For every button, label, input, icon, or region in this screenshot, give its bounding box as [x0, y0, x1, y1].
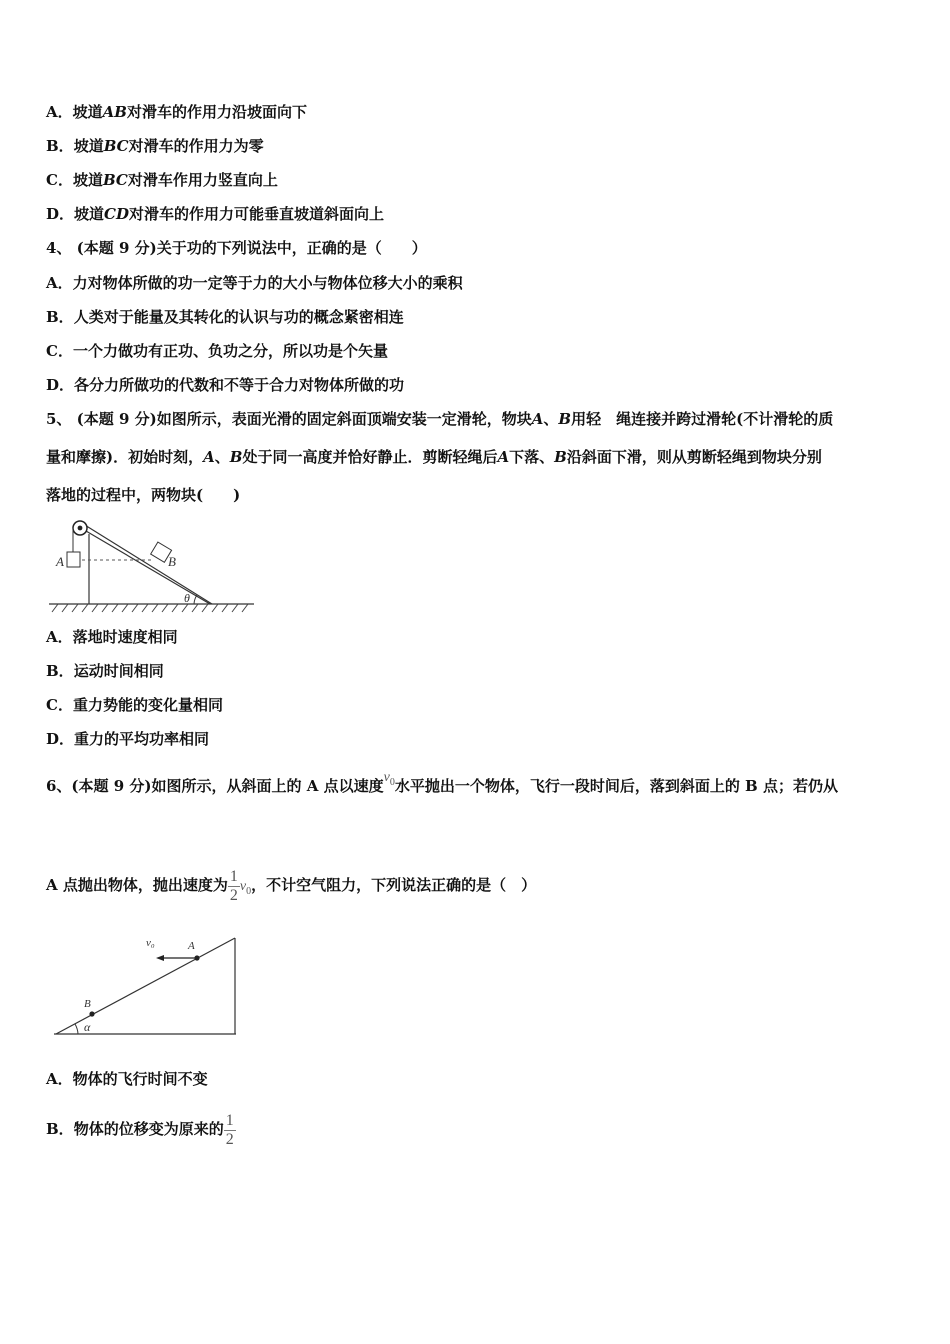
- stem-text: 水平抛出一个物体，飞行一段时间后，落到斜面上的 B 点；若仍从: [394, 777, 838, 795]
- option-text: 坡道: [72, 103, 103, 121]
- q4-option-a: [46, 273, 463, 293]
- q6-stem-line2: [46, 862, 536, 915]
- q6-option-a: [46, 1069, 208, 1089]
- label-v0: v₀: [146, 937, 155, 949]
- incline-surface: [56, 938, 235, 1034]
- q5-option-a: [46, 627, 178, 647]
- point-b: [89, 1011, 94, 1016]
- stem-text: ，不计空气阻力，下列说法正确的是（ ）: [251, 876, 537, 894]
- option-text: 人类对于能量及其转化的认识与功的概念紧密相连: [73, 308, 404, 326]
- half-fraction: [224, 1112, 236, 1149]
- option-text: 重力的平均功率相同: [74, 730, 210, 748]
- label-b: B: [84, 998, 91, 1010]
- theta-arc: [194, 595, 197, 604]
- option-text: 坡道: [74, 205, 105, 223]
- option-label: D．: [46, 205, 75, 223]
- q4-option-b: [46, 307, 404, 327]
- option-text: 一个力做功有正功、负功之分，所以功是个矢量: [72, 342, 388, 360]
- option-label: A．: [46, 103, 73, 121]
- block-b-var: B: [229, 448, 243, 466]
- fraction-denominator: 2: [229, 886, 238, 904]
- fraction-numerator: 1: [229, 867, 238, 885]
- option-text: 对滑车的作用力沿坡面向下: [126, 103, 307, 121]
- v-subscript: 0: [246, 885, 252, 897]
- stem-text: 量和摩擦)．初始时刻，: [46, 448, 204, 466]
- slope-var: BC: [102, 171, 128, 189]
- ground-hatch: [52, 604, 248, 612]
- q5-stem-line3: 落地的过程中，两物块( ): [46, 486, 241, 504]
- option-label: C．: [46, 342, 73, 360]
- separator: 、: [543, 410, 559, 428]
- option-text: 运动时间相同: [73, 662, 164, 680]
- alpha-arc: [75, 1024, 78, 1034]
- q5-figure-incline-pulley: [44, 516, 259, 616]
- q5-option-b: [46, 661, 164, 681]
- q3-option-d: [46, 204, 384, 224]
- option-text: 对滑车的作用力可能垂直坡道斜面向上: [128, 205, 384, 223]
- stem-text: 沿斜面下滑，则从剪断轻绳到物块分别: [566, 448, 822, 466]
- slope-var: AB: [102, 103, 127, 121]
- option-text: 对滑车作用力竖直向上: [127, 171, 278, 189]
- q5-option-c: [46, 695, 223, 715]
- arrow-head: [156, 955, 164, 961]
- q3-option-a: [46, 102, 307, 122]
- option-text: 坡道: [73, 137, 104, 155]
- incline-surface-top: [80, 522, 212, 604]
- block-b-var: B: [558, 410, 572, 428]
- block-b-var: B: [554, 448, 567, 466]
- incline-surface: [86, 531, 210, 604]
- option-label: B．: [46, 308, 74, 326]
- block-a: [67, 552, 80, 567]
- v0-symbol: [239, 879, 252, 897]
- slope-var: BC: [103, 137, 129, 155]
- option-label: D．: [46, 730, 75, 748]
- q5-stem-line2: [46, 447, 822, 467]
- q5-stem-line1: [46, 409, 833, 429]
- v-letter: v: [383, 770, 390, 785]
- q3-option-c: [46, 170, 278, 190]
- option-text: 力对物体所做的功一定等于力的大小与物体位移大小的乘积: [72, 274, 463, 292]
- option-text: 物体的飞行时间不变: [72, 1070, 208, 1088]
- pulley-axle: [78, 526, 83, 531]
- stem-text: 5、 (本题 9 分)如图所示，表面光滑的固定斜面顶端安装一定滑轮，物块: [46, 410, 532, 428]
- q4-option-d: [46, 375, 404, 395]
- v0-symbol: [383, 770, 395, 788]
- q4-option-c: [46, 341, 388, 361]
- stem-text: 6、(本题 9 分)如图所示，从斜面上的 A 点以速度: [46, 777, 384, 795]
- option-label: D．: [46, 376, 75, 394]
- block-a-var: A: [497, 448, 510, 466]
- option-label: C．: [46, 171, 73, 189]
- option-label: B．: [46, 662, 74, 680]
- option-text: 各分力所做功的代数和不等于合力对物体所做的功: [74, 376, 405, 394]
- stem-text: 用轻 绳连接并跨过滑轮(不计滑轮的质: [571, 410, 834, 428]
- q3-option-b: [46, 136, 264, 156]
- option-text: 重力势能的变化量相同: [72, 696, 223, 714]
- option-label: A．: [46, 1070, 73, 1088]
- option-label: B．: [46, 1120, 74, 1138]
- label-theta: θ: [184, 591, 190, 605]
- separator: 、: [214, 448, 230, 466]
- stem-text: 处于同一高度并恰好静止．剪断轻绳后: [242, 448, 498, 466]
- option-text: 落地时速度相同: [72, 628, 178, 646]
- option-label: A．: [46, 274, 73, 292]
- q6-figure-projectile-incline: [50, 934, 240, 1038]
- option-text: 对滑车的作用力为零: [128, 137, 264, 155]
- q4-stem: 4、 (本题 9 分)关于功的下列说法中，正确的是（ ）: [46, 239, 427, 257]
- block-a-var: A: [531, 410, 544, 428]
- label-a: A: [56, 554, 64, 569]
- stem-text: 下落、: [509, 448, 555, 466]
- option-label: C．: [46, 696, 73, 714]
- stem-text: A 点抛出物体，抛出速度为: [46, 876, 228, 894]
- label-a: A: [188, 940, 195, 952]
- option-text: 物体的位移变为原来的: [73, 1120, 224, 1138]
- q5-option-d: [46, 729, 209, 749]
- v-subscript: 0: [389, 776, 395, 788]
- fraction-denominator: 2: [225, 1130, 234, 1148]
- q6-option-b: [46, 1106, 236, 1152]
- label-alpha: α: [84, 1020, 91, 1034]
- q6-stem-line1: [46, 770, 838, 803]
- slope-var: CD: [104, 205, 129, 223]
- option-text: 坡道: [72, 171, 103, 189]
- label-b: B: [168, 554, 176, 569]
- fraction-numerator: 1: [225, 1111, 234, 1129]
- option-label: A．: [46, 628, 73, 646]
- block-a-var: A: [203, 448, 215, 466]
- option-label: B．: [46, 137, 74, 155]
- v-letter: v: [239, 879, 247, 894]
- half-fraction: [228, 868, 240, 905]
